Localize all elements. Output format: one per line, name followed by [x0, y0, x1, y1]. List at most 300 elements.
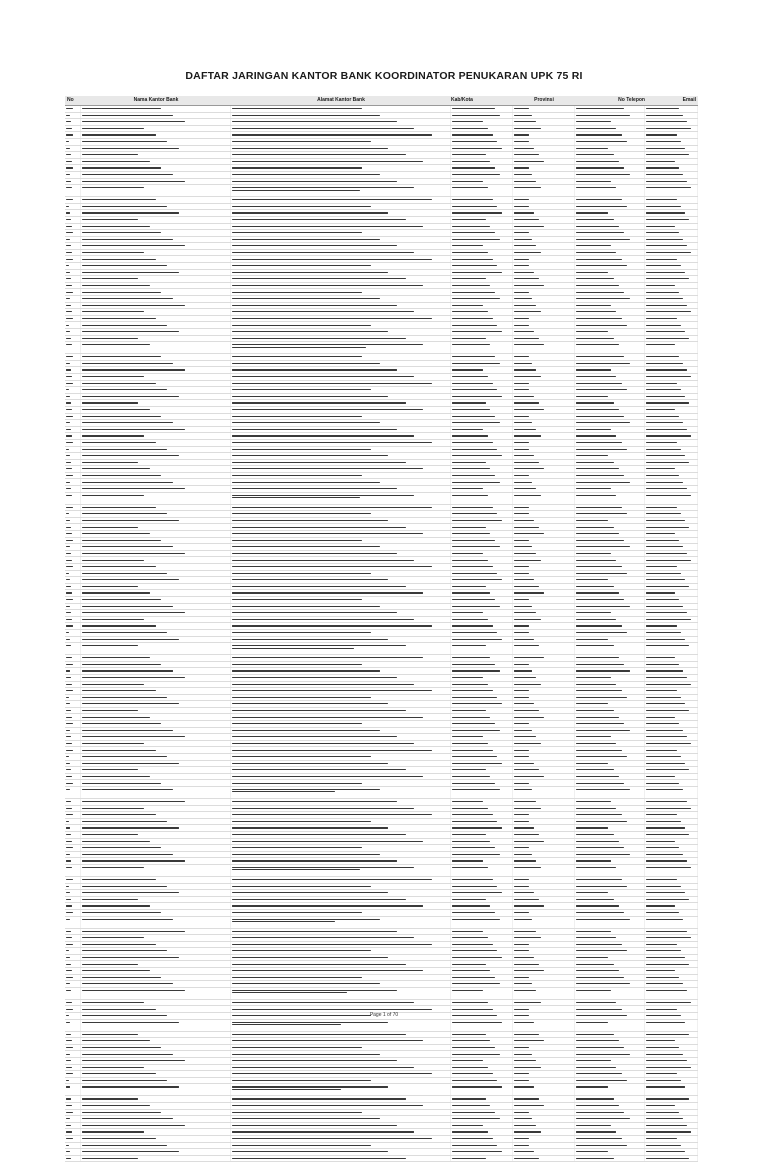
table-cell: [451, 197, 513, 203]
table-row: [65, 643, 698, 655]
table-cell: [65, 152, 81, 158]
text-line: [82, 1086, 179, 1087]
table-cell: [513, 1071, 575, 1077]
text-line: [576, 212, 608, 213]
table-cell: [231, 460, 451, 466]
table-cell: [231, 473, 451, 479]
table-cell: [231, 734, 451, 740]
table-row: [65, 564, 698, 571]
table-cell: [231, 159, 451, 165]
text-line: [66, 429, 71, 430]
table-cell: [645, 1065, 698, 1071]
text-line: [66, 834, 71, 835]
table-cell: [81, 146, 231, 152]
text-line: [452, 690, 493, 691]
table-cell: [575, 217, 645, 223]
text-line: [646, 592, 675, 593]
text-line: [82, 854, 173, 855]
table-cell: [81, 695, 231, 701]
text-line: [82, 612, 185, 613]
table-row: [65, 584, 698, 591]
text-line: [82, 462, 138, 463]
text-line: [232, 482, 380, 483]
text-line: [452, 937, 488, 938]
table-row: [65, 721, 698, 728]
table-cell: [645, 806, 698, 812]
table-cell: [231, 877, 451, 883]
text-line: [514, 899, 539, 900]
text-line: [66, 134, 73, 135]
text-line: [452, 161, 490, 162]
table-cell: [645, 165, 698, 171]
text-line: [646, 1022, 685, 1023]
text-line: [66, 338, 71, 339]
table-cell: [81, 929, 231, 935]
text-line: [576, 821, 627, 822]
text-line: [576, 905, 619, 906]
text-line: [66, 1040, 72, 1041]
table-cell: [231, 604, 451, 610]
text-line: [66, 743, 72, 744]
text-line: [66, 298, 70, 299]
table-row: [65, 675, 698, 682]
table-cell: [575, 152, 645, 158]
table-row: [65, 877, 698, 884]
table-row: [65, 230, 698, 237]
text-line: [514, 619, 541, 620]
table-cell: [81, 1149, 231, 1155]
table-cell: [81, 172, 231, 178]
text-line: [232, 546, 380, 547]
table-cell: [645, 571, 698, 577]
text-line: [576, 154, 614, 155]
text-line: [514, 1054, 532, 1055]
table-cell: [575, 524, 645, 530]
text-line: [646, 527, 689, 528]
table-cell: [81, 577, 231, 583]
text-line: [646, 944, 677, 945]
table-cell: [231, 610, 451, 616]
table-cell: [513, 1129, 575, 1135]
text-line: [232, 670, 380, 671]
text-line: [514, 983, 532, 984]
text-line: [82, 212, 179, 213]
table-row: [65, 505, 698, 512]
text-line: [576, 219, 614, 220]
table-row: [65, 493, 698, 505]
text-line: [82, 834, 138, 835]
text-line: [82, 1098, 138, 1099]
table-cell: [513, 988, 575, 999]
table-row: [65, 460, 698, 467]
text-line: [232, 527, 406, 528]
table-cell: [513, 734, 575, 740]
text-line: [66, 540, 73, 541]
text-line: [232, 396, 388, 397]
table-cell: [231, 420, 451, 426]
table-cell: [81, 367, 231, 373]
text-line: [232, 1067, 414, 1068]
text-line: [452, 566, 493, 567]
table-cell: [81, 1051, 231, 1057]
table-cell: [451, 486, 513, 492]
table-cell: [65, 948, 81, 954]
table-cell: [65, 1156, 81, 1162]
text-line: [66, 495, 72, 496]
table-cell: [645, 210, 698, 216]
text-line: [646, 513, 681, 514]
table-cell: [65, 643, 81, 654]
table-cell: [451, 668, 513, 674]
table-cell: [513, 675, 575, 681]
table-cell: [575, 721, 645, 727]
text-line: [452, 409, 490, 410]
text-line: [66, 305, 71, 306]
text-line: [646, 409, 675, 410]
text-line: [514, 383, 529, 384]
table-cell: [451, 210, 513, 216]
table-cell: [645, 237, 698, 243]
table-cell: [65, 1116, 81, 1122]
table-cell: [645, 564, 698, 570]
table-cell: [451, 812, 513, 818]
table-cell: [575, 119, 645, 125]
table-cell: [451, 381, 513, 387]
text-line: [514, 540, 529, 541]
text-line: [576, 533, 619, 534]
text-line: [232, 1125, 397, 1126]
table-cell: [451, 433, 513, 439]
table-cell: [231, 929, 451, 935]
table-cell: [231, 597, 451, 603]
table-cell: [451, 204, 513, 210]
text-line: [646, 743, 691, 744]
table-cell: [513, 728, 575, 734]
table-cell: [451, 675, 513, 681]
table-cell: [231, 975, 451, 981]
table-cell: [81, 1065, 231, 1071]
table-cell: [81, 564, 231, 570]
text-line: [514, 181, 536, 182]
table-cell: [65, 270, 81, 276]
text-line: [514, 468, 544, 469]
table-cell: [451, 806, 513, 812]
text-line: [82, 684, 144, 685]
table-cell: [513, 210, 575, 216]
text-line: [576, 389, 627, 390]
text-line: [82, 1040, 150, 1041]
text-line: [646, 599, 679, 600]
table-cell: [231, 126, 451, 132]
text-line: [232, 1131, 414, 1132]
table-cell: [81, 617, 231, 623]
table-cell: [645, 1096, 698, 1102]
table-cell: [645, 897, 698, 903]
text-line: [232, 703, 388, 704]
text-line: [82, 990, 185, 991]
table-row: [65, 662, 698, 669]
table-cell: [451, 518, 513, 524]
text-line: [646, 553, 687, 554]
table-cell: [231, 1149, 451, 1155]
text-line: [232, 743, 414, 744]
table-cell: [65, 780, 81, 786]
text-line: [232, 1034, 406, 1035]
table-cell: [513, 852, 575, 858]
table-row: [65, 1129, 698, 1136]
table-cell: [513, 511, 575, 517]
table-cell: [81, 1096, 231, 1102]
text-line: [66, 154, 71, 155]
table-cell: [231, 197, 451, 203]
table-cell: [451, 988, 513, 999]
text-line: [452, 879, 493, 880]
table-row: [65, 1020, 698, 1032]
table-cell: [451, 296, 513, 302]
table-cell: [645, 747, 698, 753]
table-cell: [645, 630, 698, 636]
text-line: [452, 756, 497, 757]
table-cell: [231, 342, 451, 353]
text-line: [646, 801, 687, 802]
text-line: [576, 409, 619, 410]
table-cell: [575, 518, 645, 524]
table-cell: [65, 263, 81, 269]
text-line: [646, 187, 691, 188]
table-cell: [451, 1071, 513, 1077]
table-cell: [81, 276, 231, 282]
text-line: [452, 356, 495, 357]
text-line: [646, 664, 679, 665]
text-line: [576, 167, 624, 168]
text-line: [646, 756, 681, 757]
text-line: [66, 181, 71, 182]
table-cell: [575, 243, 645, 249]
text-line: [82, 723, 161, 724]
table-cell: [575, 655, 645, 661]
text-line: [232, 950, 371, 951]
table-cell: [81, 381, 231, 387]
table-cell: [645, 917, 698, 928]
table-cell: [231, 968, 451, 974]
text-line: [66, 776, 72, 777]
text-line: [514, 606, 532, 607]
table-cell: [513, 270, 575, 276]
text-line: [452, 252, 488, 253]
table-row: [65, 303, 698, 310]
text-line: [646, 977, 679, 978]
table-cell: [231, 630, 451, 636]
text-line: [646, 579, 685, 580]
text-line: [452, 769, 486, 770]
text-line: [452, 1047, 495, 1048]
text-line: [514, 344, 544, 345]
table-cell: [575, 714, 645, 720]
table-row: [65, 942, 698, 949]
table-cell: [81, 623, 231, 629]
table-cell: [645, 877, 698, 883]
table-cell: [513, 858, 575, 864]
text-line: [646, 1060, 687, 1061]
table-cell: [513, 668, 575, 674]
text-line: [232, 1040, 423, 1041]
table-cell: [645, 447, 698, 453]
table-cell: [575, 858, 645, 864]
table-cell: [231, 812, 451, 818]
table-cell: [575, 917, 645, 928]
text-line: [576, 912, 624, 913]
table-cell: [231, 741, 451, 747]
table-cell: [513, 126, 575, 132]
table-cell: [513, 590, 575, 596]
text-line: [576, 416, 624, 417]
table-cell: [65, 1129, 81, 1135]
table-cell: [645, 637, 698, 643]
table-cell: [65, 728, 81, 734]
table-cell: [575, 903, 645, 909]
table-cell: [575, 610, 645, 616]
text-line: [452, 259, 493, 260]
table-cell: [575, 394, 645, 400]
text-line: [66, 161, 72, 162]
text-line: [452, 507, 493, 508]
table-cell: [65, 296, 81, 302]
table-cell: [231, 577, 451, 583]
table-cell: [513, 865, 575, 876]
text-line: [576, 311, 616, 312]
text-line: [82, 664, 161, 665]
table-cell: [513, 453, 575, 459]
text-line: [452, 717, 490, 718]
table-cell: [645, 316, 698, 322]
text-line: [646, 1138, 677, 1139]
table-cell: [645, 617, 698, 623]
text-line: [452, 495, 488, 496]
table-cell: [451, 577, 513, 583]
table-cell: [65, 185, 81, 196]
text-line: [452, 1125, 483, 1126]
text-line: [82, 592, 150, 593]
text-line: [576, 121, 611, 122]
text-line: [514, 1125, 536, 1126]
text-line: [514, 1118, 532, 1119]
table-cell: [231, 400, 451, 406]
table-cell: [451, 890, 513, 896]
table-cell: [645, 787, 698, 798]
table-cell: [81, 1038, 231, 1044]
table-cell: [65, 1143, 81, 1149]
table-cell: [231, 643, 451, 654]
text-line: [452, 1105, 490, 1106]
table-cell: [513, 309, 575, 315]
text-line: [646, 495, 691, 496]
table-row: [65, 185, 698, 197]
table-cell: [451, 1149, 513, 1155]
text-line: [646, 919, 683, 920]
text-line: [514, 507, 529, 508]
text-line: [66, 1034, 71, 1035]
table-cell: [231, 427, 451, 433]
table-row: [65, 688, 698, 695]
text-line: [514, 338, 539, 339]
text-line: [82, 606, 173, 607]
text-line: [66, 892, 70, 893]
table-cell: [231, 662, 451, 668]
table-cell: [645, 336, 698, 342]
text-line: [452, 475, 495, 476]
text-line: [66, 730, 70, 731]
table-cell: [645, 276, 698, 282]
text-line: [232, 763, 388, 764]
table-cell: [65, 675, 81, 681]
table-cell: [451, 544, 513, 550]
table-cell: [231, 113, 451, 119]
text-line: [66, 455, 70, 456]
text-line: [514, 612, 536, 613]
text-line: [576, 1009, 622, 1010]
text-line: [82, 1158, 138, 1159]
text-line: [646, 821, 681, 822]
text-line: [232, 1054, 380, 1055]
text-line: [82, 174, 173, 175]
table-cell: [81, 890, 231, 896]
table-cell: [451, 505, 513, 511]
text-line: [646, 1105, 675, 1106]
table-cell: [451, 557, 513, 563]
table-cell: [575, 230, 645, 236]
text-line: [232, 801, 397, 802]
text-line: [646, 717, 675, 718]
text-line: [576, 756, 627, 757]
text-line: [82, 285, 150, 286]
text-line: [66, 206, 69, 207]
table-cell: [575, 538, 645, 544]
table-cell: [451, 119, 513, 125]
table-cell: [513, 113, 575, 119]
table-cell: [451, 1103, 513, 1109]
table-row: [65, 617, 698, 624]
text-line: [66, 475, 73, 476]
text-line: [232, 212, 388, 213]
text-line: [82, 369, 185, 370]
text-line: [66, 860, 71, 861]
text-line: [66, 690, 73, 691]
text-line: [82, 513, 167, 514]
text-line: [232, 1022, 388, 1023]
table-cell: [575, 1065, 645, 1071]
table-cell: [575, 1045, 645, 1051]
table-cell: [231, 316, 451, 322]
table-cell: [451, 185, 513, 196]
table-cell: [65, 981, 81, 987]
text-line: [514, 834, 539, 835]
table-cell: [81, 682, 231, 688]
text-line: [66, 847, 73, 848]
table-cell: [513, 217, 575, 223]
text-line: [66, 265, 69, 266]
table-cell: [451, 531, 513, 537]
table-row: [65, 237, 698, 244]
text-line: [232, 783, 362, 784]
text-line: [232, 808, 414, 809]
text-line: [514, 285, 544, 286]
text-line: [232, 121, 397, 122]
text-line: [66, 625, 73, 626]
table-cell: [451, 270, 513, 276]
table-row: [65, 695, 698, 702]
table-cell: [231, 296, 451, 302]
text-line: [514, 776, 544, 777]
